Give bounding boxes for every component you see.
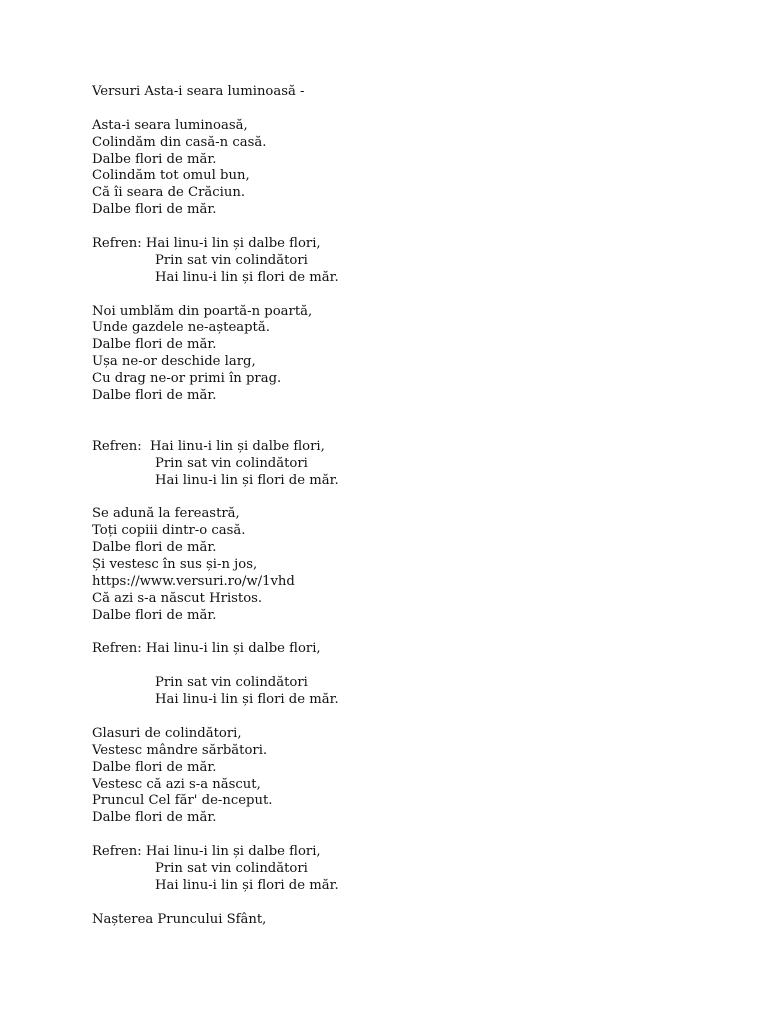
blank-line [92, 287, 732, 304]
verse-line: Nașterea Pruncului Sfânt, [92, 911, 267, 927]
verse-line: Dalbe flori de măr. [92, 337, 217, 353]
verse-line: Și vestesc în sus și-n jos, [92, 556, 258, 572]
verse-line: Dalbe flori de măr. [92, 388, 217, 404]
stanza-3 [92, 506, 732, 624]
verse-line: Că azi s-a născut Hristos. [92, 590, 263, 606]
verse-line: Colindăm tot omul bun, [92, 168, 250, 184]
blank-line [92, 658, 732, 675]
verse-line: Dalbe flori de măr. [92, 759, 217, 775]
refrain-1 [92, 236, 732, 287]
verse-line: Dalbe flori de măr. [92, 810, 217, 826]
refrain-line: Refren: Hai linu-i lin și dalbe flori, [92, 844, 321, 860]
blank-line [92, 625, 732, 642]
refrain-line: Prin sat vin colindători [155, 675, 308, 691]
refrain-line: Hai linu-i lin și flori de măr. [155, 472, 339, 488]
verse-line: Dalbe flori de măr. [92, 607, 217, 623]
verse-line: Pruncul Cel făr' de-nceput. [92, 793, 273, 809]
document-title: Versuri Asta-i seara luminoasă - [92, 84, 305, 99]
refrain-line: Prin sat vin colindători [155, 860, 308, 876]
stanza-1 [92, 118, 732, 219]
verse-line: Noi umblăm din poartă-n poartă, [92, 303, 313, 319]
verse-line: Că îi seara de Crăciun. [92, 185, 246, 201]
refrain-2 [92, 439, 732, 490]
stanza-4 [92, 726, 732, 827]
lyrics-text [92, 84, 732, 929]
refrain-line: Refren: Hai linu-i lin și dalbe flori, [92, 641, 321, 657]
refrain-line: Prin sat vin colindători [155, 252, 308, 268]
refrain-3 [92, 641, 732, 709]
verse-line: Unde gazdele ne-așteaptă. [92, 320, 270, 336]
verse-line: Ușa ne-or deschide larg, [92, 354, 256, 370]
verse-line: Dalbe flori de măr. [92, 202, 217, 218]
verse-line: Cu drag ne-or primi în prag. [92, 371, 282, 387]
refrain-line: Hai linu-i lin și flori de măr. [155, 877, 339, 893]
verse-line: Dalbe flori de măr. [92, 151, 217, 167]
blank-line [92, 827, 732, 844]
stanza-5 [92, 912, 732, 929]
verse-line: Dalbe flori de măr. [92, 540, 217, 556]
refrain-line: Prin sat vin colindători [155, 455, 308, 471]
verse-line: Asta-i seara luminoasă, [92, 117, 248, 133]
refrain-line: Hai linu-i lin și flori de măr. [155, 692, 339, 708]
refrain-line: Hai linu-i lin și flori de măr. [155, 269, 339, 285]
blank-line [92, 895, 732, 912]
verse-line: Glasuri de colindători, [92, 725, 242, 741]
refrain-line: Refren: Hai linu-i lin și dalbe flori, [92, 236, 321, 252]
blank-line [92, 101, 732, 118]
verse-line: Se adună la fereastră, [92, 506, 240, 522]
refrain-line: Refren: Hai linu-i lin și dalbe flori, [92, 438, 325, 454]
blank-line [92, 405, 732, 439]
verse-line: Toți copiii dintr-o casă. [92, 523, 246, 539]
source-url: https://www.versuri.ro/w/1vhd [92, 573, 295, 589]
refrain-4 [92, 844, 732, 895]
verse-line: Vestesc că azi s-a născut, [92, 776, 261, 792]
verse-line: Colindăm din casă-n casă. [92, 134, 267, 150]
verse-line: Vestesc mândre sărbători. [92, 742, 268, 758]
stanza-2 [92, 304, 732, 405]
blank-line [92, 489, 732, 506]
blank-line [92, 219, 732, 236]
blank-line [92, 709, 732, 726]
